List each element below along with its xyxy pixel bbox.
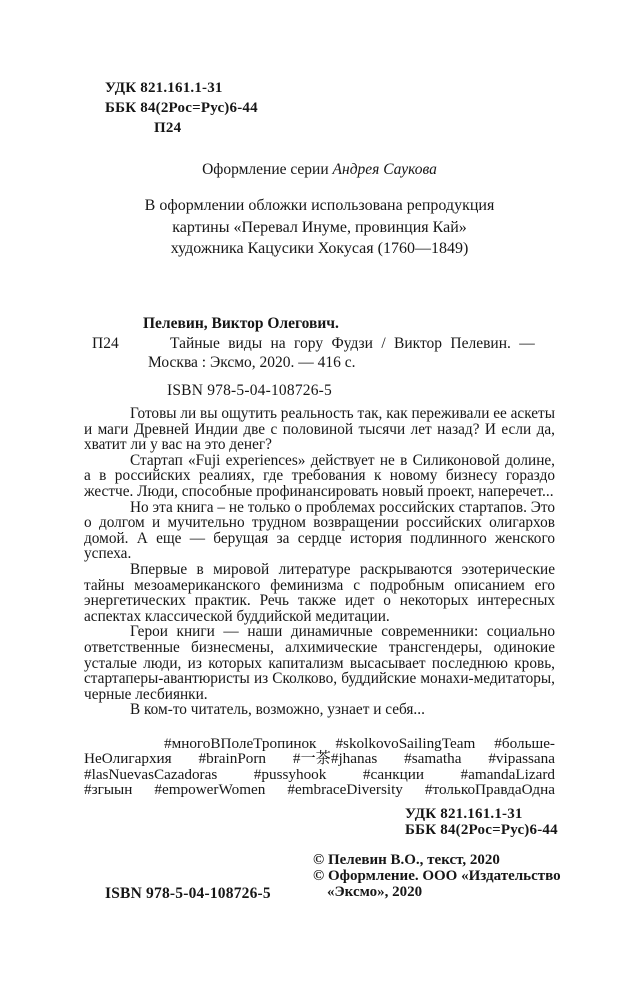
hashtags-block <box>84 736 555 798</box>
annotation-paragraph: Герои книги — наши динамичные современники: социально ответственные бизнесмены, алхимические трансгендеры, одинокие усталые люди, из которых капитализм высасывает последнюю кровь, стартаперы-авантюристы из Сколково, буддийские монахи-медитаторы, черные лесбиянки. <box>84 623 555 703</box>
bottom-bibliographic-codes <box>405 806 558 838</box>
copyright-line: © Оформление. ООО «Издательство <box>313 867 561 884</box>
bbk-code-bottom: ББК 84(2Рос=Рус)6-44 <box>405 822 558 838</box>
isbn-number-top: ISBN 978-5-04-108726-5 <box>167 382 332 399</box>
hashtag: #больше- <box>494 735 555 752</box>
hashtag: #многоВПолеТропинок <box>164 735 317 752</box>
cover-art-note <box>84 195 555 260</box>
hashtag: #samatha <box>404 750 462 768</box>
series-design-credit <box>84 161 555 179</box>
isbn-number-bottom: ISBN 978-5-04-108726-5 <box>105 885 271 902</box>
hashtag: #згыын <box>84 781 133 799</box>
annotation-paragraph: Стартап «Fuji experiences» действует не в Силиконовой долине, а в российских реалиях, где требования к новому бизнесу гораздо жестче. Люди, способные профинансировать новый проект, наперечет... <box>84 451 555 500</box>
hashtag: #brainPorn <box>198 750 267 768</box>
cover-note-line: художника Кацусики Хокусая (1760—1849) <box>170 240 469 257</box>
annotation-block <box>84 406 555 718</box>
hashtags-line <box>84 767 555 782</box>
hashtag: #embraceDiversity <box>287 781 403 799</box>
annotation-paragraph: Готовы ли вы ощутить реальность так, как переживали ее аскеты и маги Древней Индии две с половиной тысячи лет назад? И если да, хватит ли у вас на это денег? <box>84 405 555 454</box>
annotation-paragraph: Впервые в мировой литературе раскрываются эзотерические тайны мезоамериканского феминизма с подробным описанием его энергетических практик. Речь также идет о некоторых интересных аспектах классической буддийской медитации. <box>84 560 555 625</box>
hashtag: #amandaLizard <box>460 765 555 783</box>
hashtag: #lasNuevasCazadoras <box>84 765 218 783</box>
hashtag: НеОлигархия <box>84 750 172 768</box>
series-designer-name: Андрея Саукова <box>332 161 437 178</box>
udk-code: УДК 821.161.1-31 <box>105 80 223 96</box>
author-sign-code: П24 <box>154 120 182 136</box>
hashtag: #一茶#jhanas <box>292 750 378 768</box>
hashtag: #vipassana <box>488 750 555 768</box>
hashtag: #empowerWomen <box>154 781 266 799</box>
hashtag: #санкции <box>362 765 425 783</box>
copyright-line: © Пелевин В.О., текст, 2020 <box>313 852 500 868</box>
annotation-paragraph: В ком-то читатель, возможно, узнает и себя... <box>130 701 425 719</box>
hashtags-line <box>84 782 555 797</box>
catalog-imprint-line: Москва : Эксмо, 2020. — 416 с. <box>148 354 356 371</box>
udk-code-bottom: УДК 821.161.1-31 <box>405 806 523 822</box>
cover-note-line: В оформлении обложки использована репродукция <box>144 197 495 214</box>
top-bibliographic-codes <box>105 78 258 138</box>
hashtags-line <box>84 751 555 766</box>
copyright-line: «Эксмо», 2020 <box>327 883 423 900</box>
bbk-code: ББК 84(2Рос=Рус)6-44 <box>105 100 258 116</box>
series-credit-prefix: Оформление серии <box>202 161 333 178</box>
catalog-title-line: Тайные виды на гору Фудзи / Виктор Пелевин. — <box>170 335 535 352</box>
hashtag: #pussyhook <box>253 765 327 783</box>
copyright-block <box>313 853 561 900</box>
catalog-author: Пелевин, Виктор Олегович. <box>143 315 339 332</box>
hashtag: #толькоПравдаОдна <box>424 781 555 799</box>
hashtag: #skolkovoSailingTeam <box>335 735 476 752</box>
catalog-author-sign: П24 <box>92 335 119 352</box>
annotation-paragraph: Но эта книга – не только о проблемах российских стартапов. Это о долгом и мучительно трудном возвращении российских олигархов домой. А еще — берущая за сердце история подлинного женского успеха. <box>84 498 555 563</box>
cover-note-line: картины «Перевал Инуме, провинция Кай» <box>172 218 467 236</box>
